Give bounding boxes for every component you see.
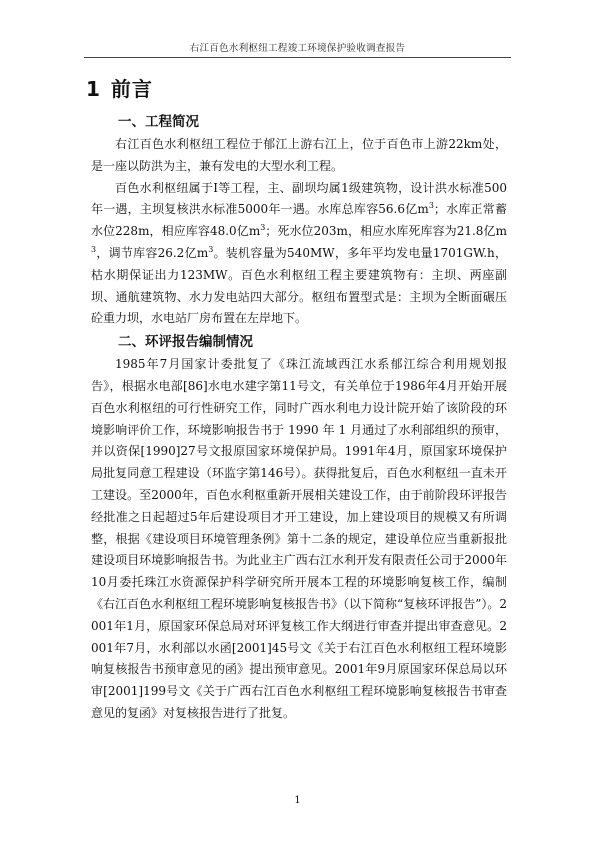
- text-run: ，调节库容26.2亿m: [96, 245, 209, 260]
- superscript: 3: [260, 223, 266, 233]
- running-header: 右江百色水利枢纽工程竣工环境保护验收调查报告: [84, 40, 511, 58]
- paragraph-eia-history: 1985年7月国家计委批复了《珠江流域西江水系郁江综合利用规划报告》，根据水电部[86]水电水建字第11号文，有关单位于1986年4月开始开展百色水利枢纽的可行性研究工作，同时广西水利电力设计院开始了该阶段的环境影响评价工作，环境影响报告书于 1990 年 1 月通过了水利部组织的预审，并以资保[1990]27号文报原国家环境保护局。1991年4月，原国家环境保护局批复同意工程建设（环监字第146号）。获得批复后，百色水利枢纽一直未开工建设。至2000年，百色水利枢重新开展相关建设工作，由于前阶段环评报告经批准之日起超过5年后建设项目才开工建设，加上建设项目的规模又有所调整，根据《建设项目环境管理条例》第十二条的规定，建设单位应当重新报批建设项目环境影响报告书。为此业主广西右江水利开发有限责任公司于2000年10月委托珠江水资源保护科学研究所开展本工程的环境影响复核工作，编制《右江百色水利枢纽工程环境影响复核报告书》（以下简称“复核环评报告”）。2001年1月，原国家环保总局对环评复核工作大纲进行审查并提出审查意见。2001年7月，水利部以水函[2001]45号文《关于右江百色水利枢纽工程环境影响复核报告书预审意见的函》提出预审意见。2001年9月原国家环保总局以环审[2001]199号文《关于广西右江百色水利枢纽工程环境影响复核报告书审查意见的复函》对复核报告进行了批复。: [91, 357, 507, 720]
- paragraph-project-specs: [91, 178, 507, 331]
- chapter-number: 1: [86, 77, 101, 101]
- text-run: 百色水利枢纽属于I等工程，主、副坝均属1级建筑物，设计洪水标准500年一遇，主坝复核洪水标准5000年一遇。水库总库容56.6亿m: [91, 180, 507, 217]
- superscript: 3: [208, 244, 214, 254]
- text-run: ；死水位203m，相应水库死库容为21.8亿m: [265, 224, 507, 239]
- text-run: 。装机容量为540MW，多年平均发电量1701GW.h，枯水期保证出力123MW。百色水利枢纽工程主要建筑物有：主坝、两座副坝、通航建筑物、水力发电站四大部分。枢纽布置型式是：主坝为全断面碾压砼重力坝，水电站厂房布置在左岸地下。: [91, 245, 507, 326]
- text-run: ；水库正常蓄水位228m，相应库容48.0亿m: [91, 202, 507, 239]
- section-heading-eia-report: 二、环评报告编制情况: [118, 334, 253, 351]
- body-text: [91, 110, 507, 725]
- section-heading-project-overview: 一、工程简况: [118, 114, 199, 130]
- chapter-title: [86, 73, 153, 102]
- superscript: 3: [428, 201, 434, 211]
- chapter-title-text: 前言: [110, 77, 153, 101]
- superscript: 3: [91, 244, 97, 254]
- page-number: 1: [294, 795, 301, 806]
- paragraph-project-location: 右江百色水利枢纽工程位于郁江上游右江上，位于百色市上游22km处，是一座以防洪为主，兼有发电的大型水利工程。: [91, 137, 507, 173]
